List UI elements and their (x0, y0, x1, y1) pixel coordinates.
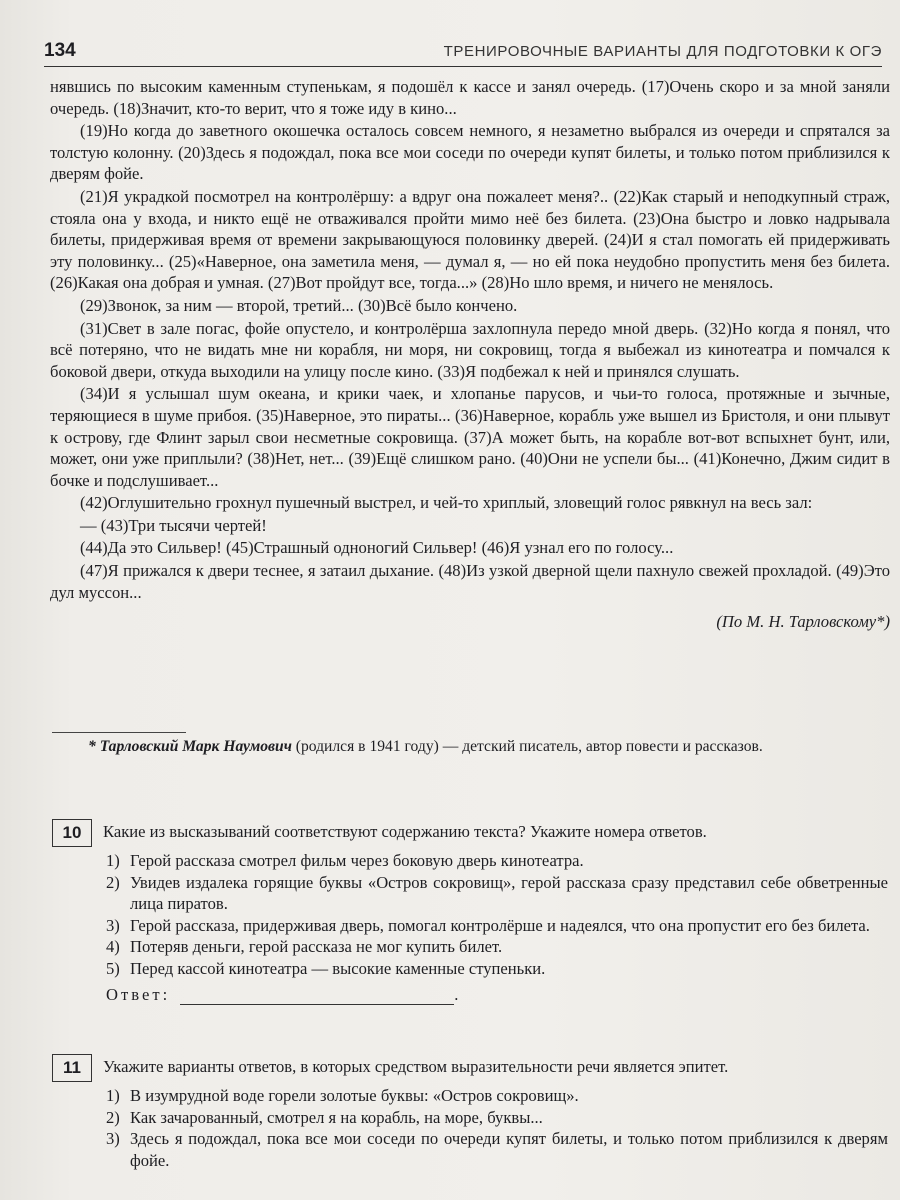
option-text: Потеряв деньги, герой рассказа не мог купить билет. (130, 937, 503, 957)
paragraph: (21)Я украдкой посмотрел на контролёршу: а вдруг она пожалеет меня?.. (22)Как старый и неподкупный страж, стояла она у входа, и никто ещё не отваживался пройти мимо неё без билета. (23)Она быстро и ловко надрывала билеты, придерживая время от времени закрывающуюся половинку дверей. (24)И я стал помогать ей придерживать эту половинку... (25)«Наверное, она заметила меня, — думал я, — но ей пока неудобно пропустить меня без билета. (26)Какая она добрая и умная. (27)Вот пройдут все, тогда...» (28)Но шло время, и ничего не менялось. (50, 186, 890, 293)
task-10 (52, 819, 888, 1005)
paragraph: (29)Звонок, за ним — второй, третий... (30)Всё было кончено. (80, 295, 518, 315)
answer-options (52, 850, 888, 980)
option-item (106, 958, 888, 980)
paragraph: нявшись по высоким каменным ступенькам, я подошёл к кассе и занял очередь. (17)Очень скоро и за мной заняли очередь. (18)Значит, кто-то верит, что я тоже иду в кино... (50, 77, 890, 118)
footnote (52, 736, 888, 757)
option-number: 5) (106, 958, 120, 978)
answer-options (52, 1085, 888, 1171)
paragraph: (42)Оглушительно грохнул пушечный выстрел, и чей-то хриплый, зловещий голос рявкнул на весь зал: (80, 493, 813, 513)
paragraph: (44)Да это Сильвер! (45)Страшный одноногий Сильвер! (46)Я узнал его по голосу... (80, 538, 674, 558)
option-item (106, 872, 888, 915)
answer-label: Ответ: (106, 984, 171, 1004)
paragraph: (47)Я прижался к двери теснее, я затаил дыхание. (48)Из узкой дверной щели пахнуло свежей прохладой. (49)Это дул муссон... (50, 561, 890, 602)
option-text: В изумрудной воде горели золотые буквы: «Остров сокровищ». (130, 1086, 579, 1105)
answer-row (106, 984, 888, 1006)
option-item (106, 936, 888, 958)
footnote-divider (52, 732, 186, 733)
option-text: Герой рассказа смотрел фильм через боковую дверь кинотеатра. (130, 851, 584, 870)
option-number: 2) (106, 1107, 120, 1127)
option-text: Здесь я подождал, пока все мои соседи по очереди купят билеты, и только потом приблизился к дверям фойе. (130, 1129, 888, 1170)
footnote-text: (родился в 1941 году) — детский писатель, автор повести и рассказов. (291, 738, 763, 755)
option-number: 4) (106, 937, 120, 957)
option-number: 3) (106, 1129, 120, 1149)
story-text (50, 76, 890, 634)
option-text: Перед кассой кинотеатра — высокие каменные ступеньки. (130, 958, 546, 978)
option-item (106, 850, 888, 872)
task-11 (52, 1054, 888, 1171)
answer-blank-field[interactable] (180, 988, 454, 1005)
answer-period: . (454, 984, 459, 1004)
option-item (106, 915, 888, 937)
task-number-box: 10 (52, 819, 92, 847)
page-header (44, 40, 882, 67)
option-item (106, 1128, 888, 1171)
paragraph: — (43)Три тысячи чертей! (80, 515, 267, 535)
option-number: 2) (106, 872, 120, 892)
paragraph: (31)Свет в зале погас, фойе опустело, и контролёрша захлопнула передо мной дверь. (32)Но когда я понял, что всё потеряно, что не видать мне ни корабля, ни моря, ни сокровищ, тогда я выбежал из кинотеатра и помчался к боковой двери, откуда выходили на улицу после кино. (33)Я подбежал к ней и принялся слушать. (50, 318, 890, 381)
option-number: 1) (106, 1086, 120, 1105)
paragraph: (19)Но когда до заветного окошечка осталось совсем немного, я незаметно выбрался из очереди и спрятался за толстую колонну. (20)Здесь я подождал, пока все мои соседи по очереди купят билеты, и только потом приблизился к дверям фойе. (50, 121, 890, 184)
option-text: Герой рассказа, придерживая дверь, помогал контролёрше и надеялся, что она пропустит его без билета. (130, 915, 870, 935)
running-title: ТРЕНИРОВОЧНЫЕ ВАРИАНТЫ ДЛЯ ПОДГОТОВКИ К ОГЭ (443, 43, 882, 60)
task-number-box: 11 (52, 1054, 92, 1082)
footnote-author: * Тарловский Марк Наумович (88, 738, 292, 755)
option-number: 1) (106, 851, 120, 870)
task-question: Какие из высказываний соответствуют содержанию текста? Укажите номера ответов. (103, 822, 707, 841)
paragraph: (34)И я услышал шум океана, и крики чаек, и хлопанье парусов, и чьи-то голоса, протяжные и зычные, теряющиеся в шуме прибоя. (35)Наверное, это пираты... (36)Наверное, корабль уже вышел из Бристоля, и они плывут к острову, где Флинт зарыл свои несметные сокровища. (37)А может быть, на корабле вот-вот вспыхнет бунт, или, может, они уже приплыли? (38)Нет, нет... (39)Ещё слишком рано. (40)Они не успели бы... (41)Конечно, Джим сидит в бочке и подслушивает... (50, 384, 890, 490)
option-item (106, 1107, 888, 1129)
option-text: Увидев издалека горящие буквы «Остров сокровищ», герой рассказа сразу представил себе обветренные лица пиратов. (130, 872, 888, 914)
option-text: Как зачарованный, смотрел я на корабль, на море, буквы... (130, 1107, 543, 1127)
page-number: 134 (44, 40, 76, 61)
option-number: 3) (106, 915, 120, 935)
source-attribution: (По М. Н. Тарловскому*) (716, 612, 890, 632)
option-item (106, 1085, 888, 1107)
task-question: Укажите варианты ответов, в которых средством выразительности речи является эпитет. (103, 1057, 729, 1076)
